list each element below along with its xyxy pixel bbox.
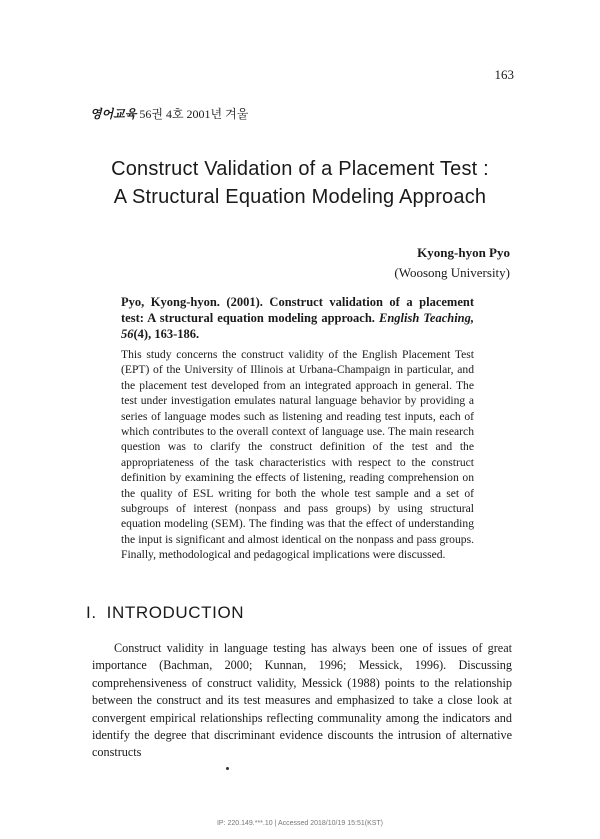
- section-title: INTRODUCTION: [106, 603, 245, 622]
- citation: [121, 294, 474, 342]
- section-heading: [86, 603, 244, 623]
- author-block: [394, 243, 510, 283]
- abstract: This study concerns the construct validity of the English Placement Test (EPT) of the University of Illinois at Urbana-Champaign in particular, and the placement test developed from an integrated approach in general. The test under investigation emulates natural language behavior by providing a series of language modes such as listening and reading test inputs, each of which contributes to the overall context of language use. The main research question was to clarify the construct definition of the test and the appropriateness of the task characteristics with respect to the construct definition by examining the effects of listening, reading comprehension on the quality of ESL writing for both the whole test sample and a set of subgroups of interest (nonpass and pass groups) by using structural equation modeling (SEM). The finding was that the effect of understanding the input is significant and almost identical on the nonpass and pass groups. Finally, methodological and pedagogical implications were discussed.: [121, 348, 474, 562]
- section-number: I.: [86, 603, 97, 622]
- citation-volume: 56: [121, 327, 134, 341]
- citation-journal: English Teaching,: [379, 311, 474, 325]
- author-affiliation: (Woosong University): [394, 265, 510, 280]
- paper-title: [80, 155, 520, 211]
- page-number: 163: [494, 67, 514, 82]
- journal-name: 영어교육: [90, 107, 137, 121]
- page-dot: [226, 767, 229, 770]
- citation-prefix: Pyo, Kyong-hyon. (2001). Construct validation of a placement test: A structural equation modeling approach.: [121, 295, 474, 325]
- access-footer: IP: 220.149.***.10 | Accessed 2018/10/19 15:51(KST): [216, 820, 384, 827]
- citation-suffix: (4), 163-186.: [133, 327, 200, 341]
- author-name: Kyong-hyon Pyo: [417, 245, 510, 260]
- intro-paragraph: Construct validity in language testing has always been one of issues of great importance (Bachman, 2000; Kunnan, 1996; Messick, 1996). Discussing comprehensiveness of construct validity, Messick (1988) points to the relationship between the construct and its test measures and emphasized to take a close look at convergent empirical relationships reflecting communality among the indicators and identify the degree that discriminant evidence discounts the intrusion of alternative constructs: [92, 641, 512, 760]
- journal-header: [90, 105, 248, 122]
- title-line-2: A Structural Equation Modeling Approach: [113, 186, 487, 208]
- title-line-1: Construct Validation of a Placement Test :: [111, 158, 489, 180]
- journal-issue: 56권 4호 2001년 겨울: [139, 107, 249, 121]
